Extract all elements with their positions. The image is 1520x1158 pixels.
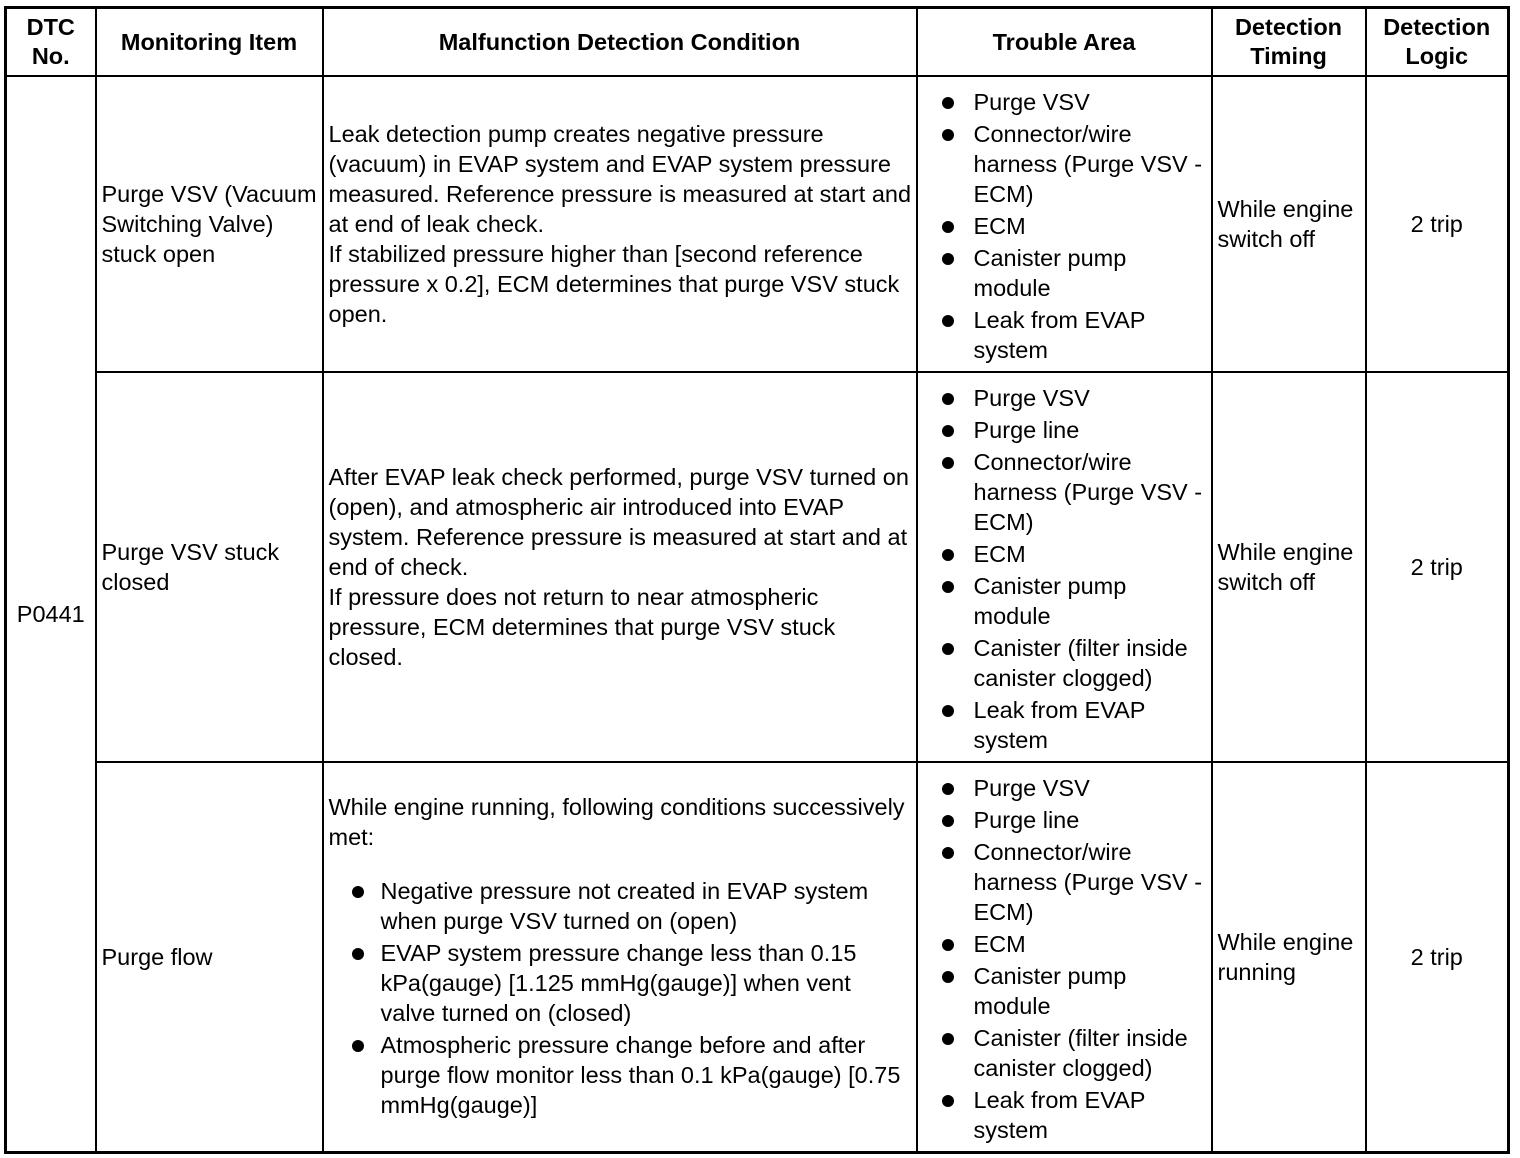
monitoring-item: Purge flow	[101, 944, 213, 970]
list-item: Connector/wire harness (Purge VSV - ECM)	[920, 119, 1209, 209]
list-item: Leak from EVAP system	[920, 1085, 1209, 1145]
trouble-area-cell	[917, 76, 1212, 372]
trouble-area-cell	[917, 372, 1212, 762]
header-detection-logic: Detection Logic	[1366, 8, 1509, 77]
condition-cell	[323, 372, 917, 762]
list-item: Atmospheric pressure change before and after purge flow monitor less than 0.1 kPa(gauge) [0.75 mmHg(gauge)]	[329, 1030, 912, 1120]
header-monitoring-item: Monitoring Item	[96, 8, 323, 77]
detection-timing-cell	[1212, 372, 1366, 762]
condition-paragraph: Leak detection pump creates negative pressure (vacuum) in EVAP system and EVAP system pressure measured. Reference pressure is measured at start and at end of leak check.	[328, 121, 912, 237]
condition-paragraph: While engine running, following conditions successively met:	[328, 794, 905, 850]
dtc-code-cell	[6, 76, 96, 1153]
monitoring-item-cell	[96, 372, 323, 762]
list-item: Canister pump module	[920, 243, 1209, 303]
dtc-table	[4, 6, 1510, 1154]
list-item: Canister pump module	[920, 571, 1209, 631]
condition-paragraph: If stabilized pressure higher than [second reference pressure x 0.2], ECM determines that purge VSV stuck open.	[328, 241, 900, 327]
condition-paragraph: If pressure does not return to near atmospheric pressure, ECM determines that purge VSV stuck closed.	[328, 584, 836, 670]
list-item: Negative pressure not created in EVAP system when purge VSV turned on (open)	[329, 876, 912, 936]
header-trouble-area: Trouble Area	[917, 8, 1212, 77]
table-row	[6, 76, 1509, 372]
detection-logic: 2 trip	[1410, 554, 1463, 580]
list-item: Purge VSV	[920, 773, 1209, 803]
list-item: Connector/wire harness (Purge VSV - ECM)	[920, 447, 1209, 537]
list-item: ECM	[920, 929, 1209, 959]
detection-timing: While engine switch off	[1217, 196, 1354, 252]
trouble-area-list	[920, 383, 1209, 755]
monitoring-item-cell	[96, 76, 323, 372]
list-item: ECM	[920, 211, 1209, 241]
condition-paragraph: After EVAP leak check performed, purge VSV turned on (open), and atmospheric air introduced into EVAP system. Reference pressure is measured at start and at end of check.	[328, 464, 909, 580]
detection-timing-cell	[1212, 76, 1366, 372]
monitoring-item: Purge VSV (Vacuum Switching Valve) stuck open	[101, 181, 317, 267]
detection-logic-cell	[1366, 76, 1509, 372]
monitoring-item: Purge VSV stuck closed	[101, 539, 280, 595]
table-body	[6, 76, 1509, 1153]
condition-bullet-list	[329, 876, 912, 1120]
header-dtc-no	[6, 8, 96, 77]
list-item: Canister pump module	[920, 961, 1209, 1021]
list-item: Connector/wire harness (Purge VSV - ECM)	[920, 837, 1209, 927]
table-row	[6, 372, 1509, 762]
list-item: ECM	[920, 539, 1209, 569]
list-item: EVAP system pressure change less than 0.15 kPa(gauge) [1.125 mmHg(gauge)] when vent valve turned on (closed)	[329, 938, 912, 1028]
condition-cell	[323, 762, 917, 1153]
list-item: Leak from EVAP system	[920, 695, 1209, 755]
header-malfunction-condition: Malfunction Detection Condition	[323, 8, 917, 77]
header-detection-timing: Detection Timing	[1212, 8, 1366, 77]
table-row	[6, 762, 1509, 1153]
dtc-code: P0441	[16, 601, 85, 627]
list-item: Canister (filter inside canister clogged)	[920, 1023, 1209, 1083]
detection-logic-cell	[1366, 762, 1509, 1153]
list-item: Canister (filter inside canister clogged)	[920, 633, 1209, 693]
list-item: Purge VSV	[920, 87, 1209, 117]
list-item: Leak from EVAP system	[920, 305, 1209, 365]
list-item: Purge line	[920, 805, 1209, 835]
trouble-area-cell	[917, 762, 1212, 1153]
detection-logic: 2 trip	[1410, 211, 1463, 237]
detection-timing-cell	[1212, 762, 1366, 1153]
monitoring-item-cell	[96, 762, 323, 1153]
header-row	[6, 8, 1509, 77]
header-dtc-no-line1: DTC No.	[26, 14, 75, 69]
detection-timing: While engine switch off	[1217, 539, 1354, 595]
list-item: Purge VSV	[920, 383, 1209, 413]
detection-logic-cell	[1366, 372, 1509, 762]
trouble-area-list	[920, 773, 1209, 1145]
trouble-area-list	[920, 87, 1209, 365]
detection-logic: 2 trip	[1410, 944, 1463, 970]
detection-timing: While engine running	[1217, 929, 1354, 985]
list-item: Purge line	[920, 415, 1209, 445]
condition-cell	[323, 76, 917, 372]
